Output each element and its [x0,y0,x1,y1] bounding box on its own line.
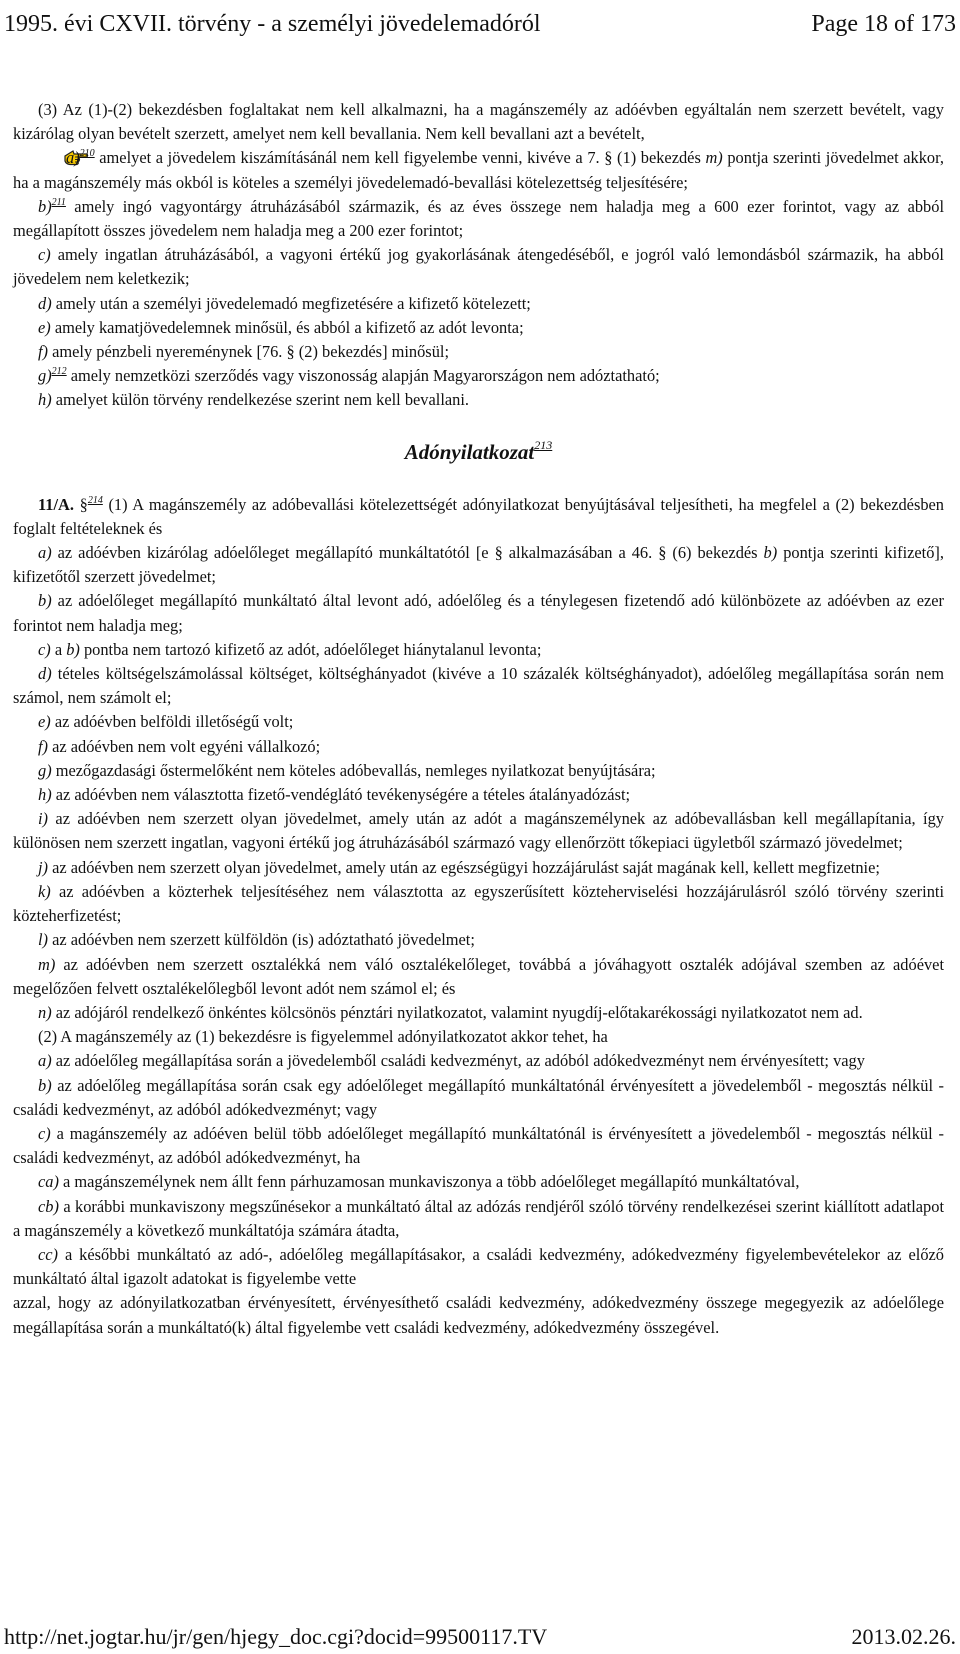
list-item: a) az adóelőleg megállapítása során a jövedelemből családi kedvezményt, az adóból adókedvezményt nem érvényesített; vagy [38,1051,865,1071]
list-item: c) amely ingatlan átruházásából, a vagyoni értékű jog gyakorlásának átengedéséből, e jogról való lemondásból származik, ha abból jövedelem nem keletkezik; [13,245,944,289]
list-item: b)$^{211}$ amely ingó vagyontárgy átruházásából származik, és az éves összege nem haladja meg a 600 ezer forintot, vagy az abból megállapított összes jövedelem nem haladja meg a 200 ezer forintot; [13,196,944,241]
item-label: b) [38,196,52,216]
document-title: 1995. évi CXVII. törvény - a személyi jövedelemadóról [4,10,541,37]
list-item: b) az adóelőleget megállapító munkáltató által levont adó, adóelőleg és a ténylegesen fizetendő adó különbözete az adóévben az ezer forintot nem haladja meg; [13,591,944,635]
section-number: 11/A. [38,494,74,514]
item-label: c) [38,1123,51,1143]
footnote-link[interactable]: 214 [87,494,103,506]
pointing-hand-icon[interactable] [38,148,64,166]
list-item: i) az adóévben nem szerzett olyan jövedelmet, amely után az adót a magánszemélynek az adóbevallásban kell megállapítania, így különösen nem szerzett ingatlan, vagyoni értékű jog átruházásából származó vagy ellenőrzött tőkepiaci ügyletből származó jövedelmet; [13,809,944,853]
item-label: g) [38,760,52,780]
item-label: a) [38,1051,52,1071]
paragraph: 11/A. §$^{214}$ (1) A magánszemély az adóbevallási kötelezettségét adónyilatkozat benyújtásával teljesítheti, ha megfelel a (2) bekezdésben foglalt feltételeknek és [13,494,944,538]
paragraph: (3) Az (1)-(2) bekezdésben foglaltakat nem kell alkalmazni, ha a magánszemély az adóévben egyáltalán nem szerzett bevételt, vagy kizárólag olyan bevételt szerzett, amelyet nem kell bevallania. Nem kell bevallani azt a bevételt, [13,100,944,144]
footnote-link[interactable]: 211 [51,196,66,208]
list-item: h) amelyet külön törvény rendelkezése szerint nem kell bevallani. [38,390,470,410]
list-item: a) az adóévben kizárólag adóelőleget megállapító munkáltatótól [e § alkalmazásában a 46. § (6) bekezdés b) pontja szerinti kifizető], kifizetőtől szerzett jövedelmet; [13,543,944,587]
item-label: h) [38,390,52,410]
list-item: d) tételes költségelszámolással költséget, költséghányadot (kivéve a 10 százalék költséghányadot), adóelőleg megállapítása során nem számol, nem számolt el; [13,664,944,708]
footnote-link[interactable]: 212 [51,366,67,378]
source-url[interactable]: http://net.jogtar.hu/jr/gen/hjegy_doc.cgi?docid=99500117.TV [4,1624,548,1649]
item-label: j) [38,857,49,877]
list-item: g) mezőgazdasági őstermelőként nem köteles adóbevallás, nemleges nyilatkozat benyújtására; [38,760,656,780]
list-item: m) az adóévben nem szerzett osztalékká nem váló osztalékelőleget, továbbá a jóváhagyott osztalék adójával szemben az adóévet megelőzően felvett osztalékelőlegből levont adót nem számol el; és [13,954,944,998]
list-item: ca) a magánszemélynek nem állt fenn párhuzamosan munkaviszonya a több adóelőleget megállapító munkáltatóval, [38,1172,800,1192]
item-label: i) [38,809,49,829]
item-label: cc) [38,1244,59,1264]
list-item: e) amely kamatjövedelemnek minősül, és abból a kifizető az adót levonta; [38,317,524,337]
item-label: ca) [38,1172,59,1192]
item-label: d) [38,664,52,684]
item-label: e) [38,317,51,337]
list-item: e) az adóévben belföldi illetőségű volt; [38,712,294,732]
item-label: a) [66,148,80,168]
list-item: j) az adóévben nem szerzett olyan jövedelmet, amely után az egészségügyi hozzájárulást saját magának kell, kellett megfizetnie; [38,857,880,877]
item-label: g) [38,366,52,386]
list-item: k) az adóévben a közterhek teljesítéséhez nem választotta az egyszerűsített közteherviselési hozzájárulásról szóló törvény szerinti közteherfizetést; [13,881,944,926]
item-label: k) [38,881,51,901]
item-label: c) [38,639,51,659]
list-item: c) a b) pontba nem tartozó kifizető az adót, adóelőleget hiánytalanul levonta; [38,639,542,659]
list-item: b) az adóelőleg megállapítása során csak egy adóelőleget megállapító munkáltatónál érvényesített a jövedelemből - megosztás nélkül - családi kedvezményt, az adóból adókedvezményt; vagy [13,1075,944,1119]
list-item: c) a magánszemély az adóéven belül több adóelőleget megállapító munkáltatónál is érvényesített a jövedelemből - megosztás nélkül - családi kedvezményt, az adóból adókedvezményt, ha [13,1123,944,1168]
paragraph: (2) A magánszemély az (1) bekezdésre is figyelemmel adónyilatkozatot akkor tehet, ha [38,1027,608,1047]
footnote-link[interactable]: 210 [79,148,95,160]
list-item: f) az adóévben nem volt egyéni vállalkozó; [38,736,321,756]
page-header [0,6,960,42]
item-label: f) [38,342,49,362]
page-footer [0,1622,960,1652]
item-label: b) [38,591,52,611]
item-label: d) [38,293,52,313]
item-label: c) [38,245,51,265]
list-item: cc) a későbbi munkáltató az adó-, adóelőleg megállapításakor, a családi kedvezmény, adókedvezmény figyelembevételekor az előző munkáltató által igazolt adatokat is figyelembe vette [13,1244,944,1289]
document-body [13,98,944,1340]
paragraph: azzal, hogy az adónyilatkozatban érvényesített, érvényesíthető családi kedvezmény, adókedvezmény összege megegyezik az adóelőlege megállapítása során a munkáltató(k) által figyelembe vett családi kedvezmény, adókedvezmény összegével. [13,1293,944,1337]
list-item: a)$^{210}$ amelyet a jövedelem kiszámításánál nem kell figyelembe venni, kivéve a 7. § (1) bekezdés m) pontja szerinti jövedelmet akkor, ha a magánszemély más okból is köteles a személyi jövedelemadó-bevallási kötelezettség teljesítésére; [13,148,945,192]
item-label: e) [38,712,51,732]
footnote-link[interactable]: 213 [534,437,553,452]
item-label: b) [38,1075,52,1095]
list-item: cb) a korábbi munkaviszony megszűnésekor a munkáltató által az adózás rendjéről szóló törvény rendelkezései szerint kiállított adatlapot a magánszemély a következő munkáltatója számára átadta, [13,1196,944,1240]
item-label: h) [38,785,52,805]
item-label: f) [38,736,49,756]
list-item: g)$^{212}$ amely nemzetközi szerződés vagy viszonosság alapján Magyarországon nem adóztatható; [38,366,660,386]
section-title: Adónyilatkozat$^{213}$ [404,437,553,464]
list-item: d) amely után a személyi jövedelemadó megfizetésére a kifizető kötelezett; [38,293,531,313]
print-date: 2013.02.26. [851,1624,956,1649]
list-item: f) amely pénzbeli nyereménynek [76. § (2) bekezdés] minősül; [38,342,449,362]
list-item: h) az adóévben nem választotta fizető-vendéglátó tevékenységére a tételes átalányadózást; [38,785,631,805]
item-label: n) [38,1002,52,1022]
list-item: l) az adóévben nem szerzett külföldön (is) adóztatható jövedelmet; [38,930,475,950]
list-item: n) az adójáról rendelkező önkéntes kölcsönös pénztári nyilatkozatot, valamint nyugdíj-előtakarékossági nyilatkozatot nem ad. [38,1002,863,1022]
item-label: l) [38,930,49,950]
item-label: m) [38,954,56,974]
item-label: cb) [38,1196,59,1216]
item-label: a) [38,543,52,563]
page-number: Page 18 of 173 [811,10,956,37]
